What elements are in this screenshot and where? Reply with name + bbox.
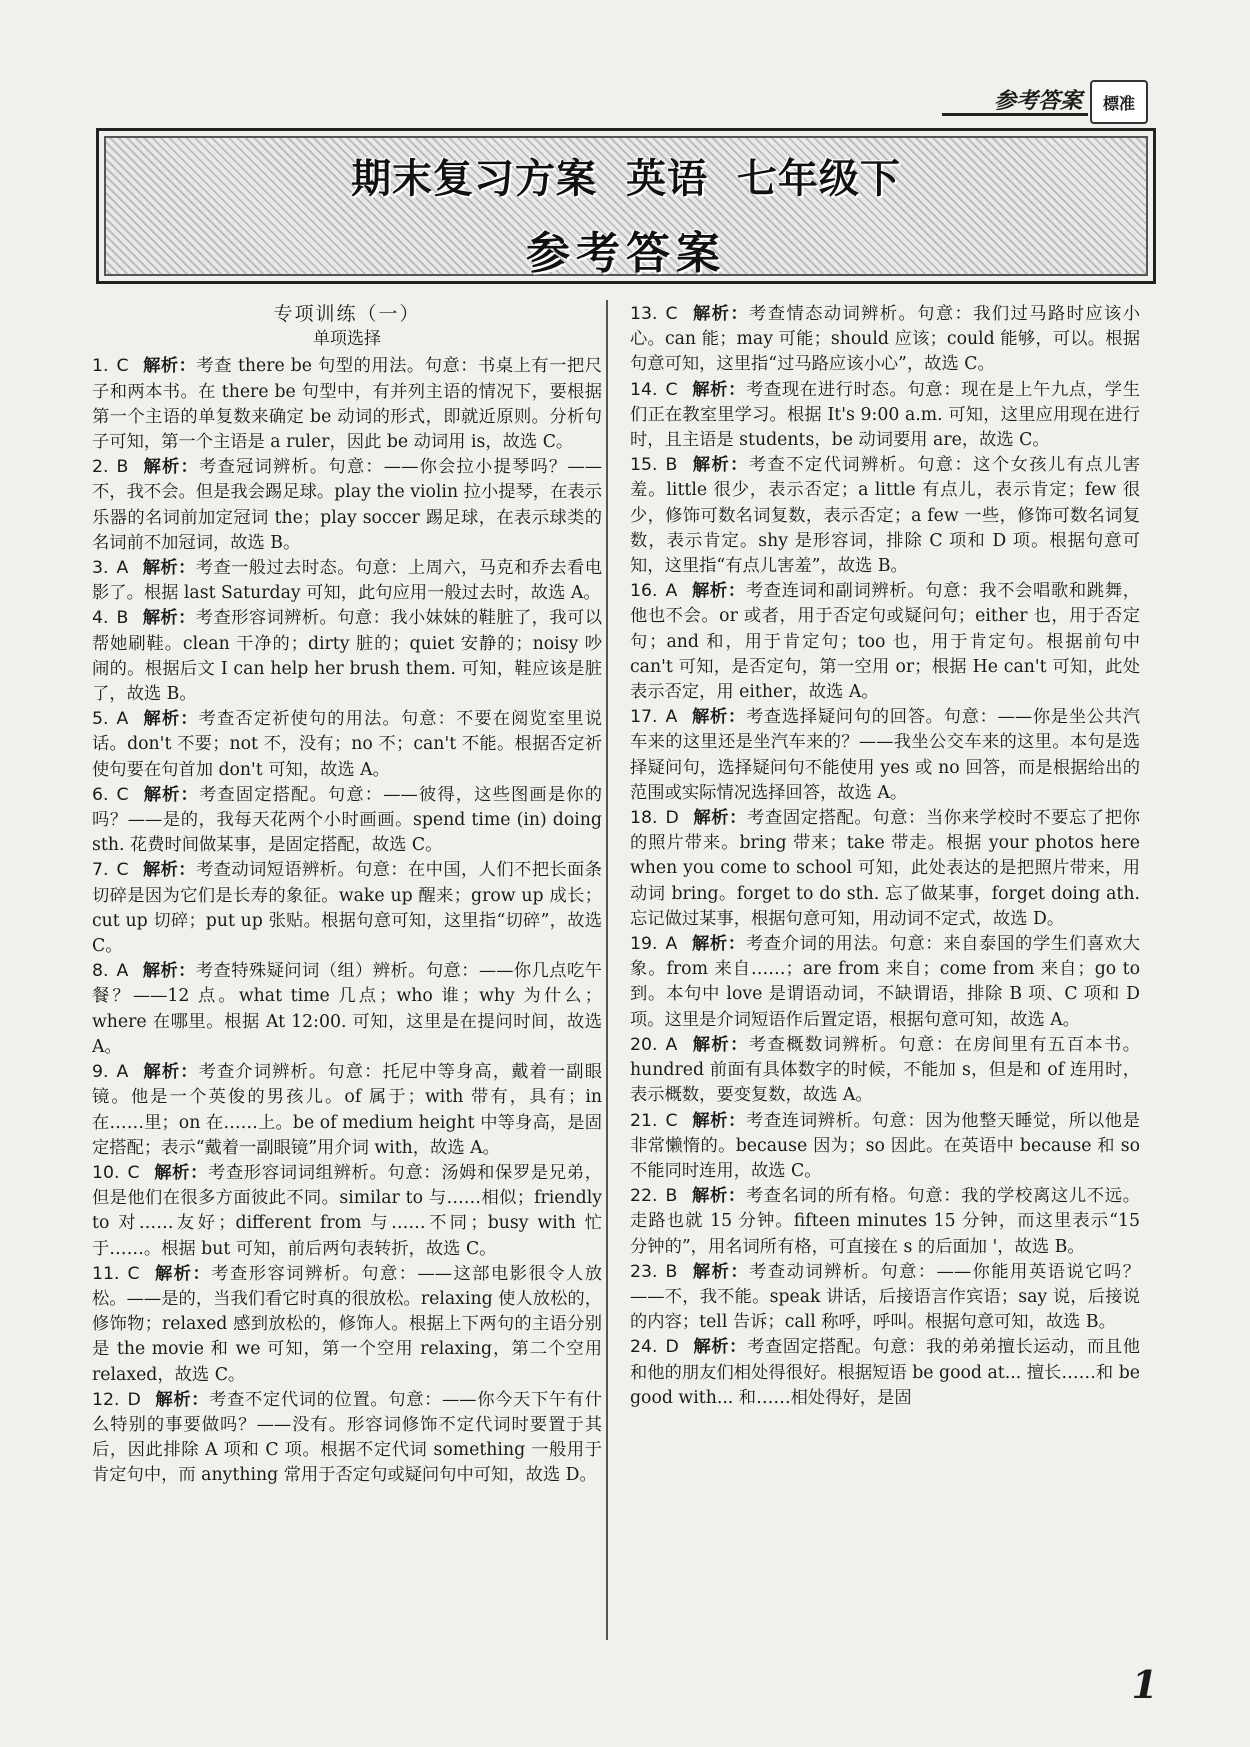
- left-column: [92, 302, 602, 1489]
- item-answer: A: [116, 709, 129, 730]
- item-text: 考查形容词辨析。句意：我小妹妹的鞋脏了，我可以帮她刷鞋。clean 干净的；dirty 脏的；quiet 安静的；noisy 吵闹的。根据后文 I can help her brush them. 可知，鞋应该是脏了，故选 B。: [92, 608, 602, 705]
- item-number: 13.: [630, 304, 658, 324]
- header-tag: [942, 84, 1148, 118]
- item-number: 18.: [630, 808, 658, 829]
- answer-item: [630, 378, 1140, 454]
- item-number: 3.: [92, 558, 109, 579]
- page-number: 1: [1131, 1662, 1158, 1707]
- jiexi-label: 解析：: [692, 808, 748, 829]
- answer-item: [92, 959, 602, 1060]
- item-answer: A: [665, 707, 678, 728]
- answer-item: [92, 783, 602, 859]
- answer-item: [92, 1161, 602, 1262]
- right-answer-list: [630, 302, 1140, 1411]
- item-text: 考查概数词辨析。句意：在房间里有五百本书。hundred 前面有具体数字的时候，不能加 s，但是和 of 连用时，表示概数，要变复数，故选 A。: [630, 1034, 1140, 1106]
- item-text: 考查选择疑问句的回答。句意：——你是坐公共汽车来的这里还是坐汽车来的？——我坐公交车来的这里。本句是选择疑问句，选择疑问句不能使用 yes 或 no 回答，而是根据给出的范围或实际情况选择回答，故选 A。: [630, 707, 1140, 803]
- item-answer: B: [116, 457, 129, 478]
- item-text: 考查介词的用法。句意：来自泰国的学生们喜欢大象。from 来自……；are from 来自；come from 来自；go to 到。本句中 love 是谓语动词，不缺谓语，排除 B 项、C 项和 D 项。这里是介词短语作后置定语，根据句意可知，故选 A。: [630, 934, 1140, 1030]
- answer-item: [92, 455, 602, 556]
- answer-item: [630, 806, 1140, 932]
- publisher-logo-icon: [1090, 80, 1148, 124]
- answer-item: [92, 1388, 602, 1489]
- item-answer: C: [665, 304, 678, 324]
- item-number: 4.: [92, 608, 109, 629]
- item-answer: A: [116, 558, 129, 579]
- item-answer: D: [665, 1337, 679, 1358]
- item-text: 考查形容词辨析。句意：——这部电影很令人放松。——是的，当我们看它时真的很放松。relaxing 使人放松的，修饰物；relaxed 感到放松的，修饰人。根据上下两句的主语分别是 the movie 和 we 可知，第一个空用 relaxing，第二个空用 relaxed，故选 C。: [92, 1263, 602, 1385]
- jiexi-label: 解析：: [142, 961, 196, 982]
- jiexi-label: 解析：: [142, 1062, 199, 1083]
- item-number: 12.: [92, 1389, 120, 1410]
- item-text: 考查否定祈使句的用法。句意：不要在阅览室里说话。don't 不要；not 不，没有；no 不；can't 不能。根据否定祈使句要在句首加 don't 可知，故选 A。: [92, 709, 602, 780]
- item-answer: C: [127, 1162, 140, 1183]
- jiexi-label: 解析：: [153, 1162, 209, 1183]
- item-number: 24.: [630, 1337, 658, 1358]
- jiexi-label: 解析：: [142, 356, 197, 377]
- answer-item: [630, 705, 1140, 806]
- page-title: 期末复习方案 英语 七年级下: [351, 156, 901, 202]
- item-answer: C: [127, 1263, 140, 1284]
- item-number: 23.: [630, 1261, 658, 1282]
- jiexi-label: 解析：: [691, 934, 746, 955]
- item-text: 考查形容词词组辨析。句意：汤姆和保罗是兄弟，但是他们在很多方面彼此不同。similar to 与……相似；friendly to 对……友好；different from 与……不同；busy with 忙于……。根据 but 可知，前后两句表转折，故选 C。: [92, 1162, 602, 1259]
- item-number: 8.: [92, 961, 109, 982]
- title-banner: [96, 128, 1156, 284]
- item-text: 考查特殊疑问词（组）辨析。句意：——你几点吃午餐？——12 点。what time 几点；who 谁；why 为什么；where 在哪里。根据 At 12:00. 可知，这里是在提问时间，故选 A。: [92, 961, 602, 1057]
- item-answer: A: [116, 961, 129, 982]
- jiexi-label: 解析：: [691, 304, 750, 324]
- item-text: 考查 there be 句型的用法。句意：书桌上有一把尺子和两本书。在 there be 句型中，有并列主语的情况下，要根据第一个主语的单复数来确定 be 动词的形式，即就近原则。分析句子可知，第一个主语是 a ruler，因此 be 动词用 is，故选 C。: [92, 356, 602, 453]
- item-number: 14.: [630, 379, 658, 400]
- item-number: 2.: [92, 457, 109, 478]
- item-text: 考查名词的所有格。句意：我的学校离这儿不远。走路也就 15 分钟。fifteen minutes 15 分钟，而这里表示“15 分钟的”，用名词所有格，可直接在 s 的后面加 '，故选 B。: [630, 1186, 1140, 1257]
- item-number: 1.: [92, 356, 109, 377]
- item-text: 考查不定代词辨析。句意：这个女孩儿有点儿害羞。little 很少，表示否定；a little 有点儿，表示肯定；few 很少，修饰可数名词复数，表示否定；a few 一些，修饰可数名词复数，表示肯定。shy 是形容词，排除 C 项和 D 项。根据句意可知，这里指“有点儿害羞”，故选 B。: [630, 455, 1140, 577]
- jiexi-label: 解析：: [142, 860, 196, 881]
- answer-item: [630, 1184, 1140, 1260]
- item-text: 考查一般过去时态。句意：上周六，马克和乔去看电影了。根据 last Saturday 可知，此句应用一般过去时，故选 A。: [92, 558, 602, 604]
- item-number: 21.: [630, 1110, 658, 1131]
- jiexi-label: 解析：: [691, 379, 747, 400]
- answer-item: [630, 1109, 1140, 1185]
- item-number: 15.: [630, 455, 658, 476]
- item-text: 考查情态动词辨析。句意：我们过马路时应该小心。can 能；may 可能；should 应该；could 能够，可以。根据句意可知，这里指“过马路应该小心”，故选 C。: [630, 304, 1140, 375]
- page-subtitle: 参考答案: [526, 228, 726, 279]
- jiexi-label: 解析：: [692, 1337, 748, 1358]
- answer-item: [92, 707, 602, 783]
- jiexi-label: 解析：: [691, 1034, 749, 1055]
- item-answer: D: [665, 808, 679, 829]
- jiexi-label: 解析：: [691, 1186, 746, 1207]
- item-number: 17.: [630, 707, 658, 728]
- answer-item: [92, 858, 602, 959]
- item-text: 考查现在进行时态。句意：现在是上午九点，学生们正在教室里学习。根据 It's 9:00 a.m. 可知，这里应用现在进行时，且主语是 students，be 动词要用 are，故选 C。: [630, 379, 1140, 451]
- item-answer: A: [116, 1062, 129, 1083]
- jiexi-label: 解析：: [153, 1263, 212, 1284]
- answer-item: [92, 1262, 602, 1388]
- item-answer: A: [665, 581, 678, 602]
- jiexi-label: 解析：: [691, 1261, 750, 1282]
- answer-item: [630, 579, 1140, 705]
- item-text: 考查动词辨析。句意：——你能用英语说它吗？——不，我不能。speak 讲话，后接语言作宾语；say 说，后接说的内容；tell 告诉；call 称呼，呼叫。根据句意可知，故选 B。: [630, 1261, 1140, 1333]
- item-number: 5.: [92, 709, 109, 730]
- jiexi-label: 解析：: [691, 455, 749, 476]
- item-text: 考查介词辨析。句意：托尼中等身高，戴着一副眼镜。他是一个英俊的男孩儿。of 属于；with 带有，具有；in 在……里；on 在……上。be of medium height 中等身高，是固定搭配；表示“戴着一副眼镜”用介词 with，故选 A。: [92, 1062, 602, 1158]
- item-number: 10.: [92, 1162, 120, 1183]
- item-text: 考查连词和副词辨析。句意：我不会唱歌和跳舞，他也不会。or 或者，用于否定句或疑问句；either 也，用于否定句；and 和，用于肯定句；too 也，用于肯定句。根据前句中 can't 可知，是否定句，第一空用 or；根据 He can't 可知，此处表示否定，用 either，故选 A。: [630, 581, 1140, 703]
- answer-item: [92, 1060, 602, 1161]
- jiexi-label: 解析：: [691, 581, 746, 602]
- item-number: 19.: [630, 934, 658, 955]
- item-answer: B: [665, 1186, 678, 1207]
- answer-item: [630, 1260, 1140, 1336]
- item-answer: C: [116, 356, 129, 377]
- header-label: 参考答案: [993, 88, 1082, 114]
- item-text: 考查固定搭配。句意：——彼得，这些图画是你的吗？——是的，我每天花两个小时画画。spend time (in) doing sth. 花费时间做某事，是固定搭配，故选 C。: [92, 784, 602, 856]
- item-number: 11.: [92, 1263, 120, 1284]
- item-number: 9.: [92, 1062, 109, 1083]
- item-text: 考查动词短语辨析。句意：在中国，人们不把长面条切碎是因为它们是长寿的象征。wake up 醒来；grow up 成长；cut up 切碎；put up 张贴。根据句意可知，这里指“切碎”，故选 C。: [92, 860, 602, 957]
- item-number: 22.: [630, 1186, 658, 1207]
- item-text: 考查连词辨析。句意：因为他整天睡觉，所以他是非常懒惰的。because 因为；so 因此。在英语中 because 和 so 不能同时连用，故选 C。: [630, 1110, 1140, 1181]
- section-title: 专项训练（一）: [273, 303, 421, 325]
- jiexi-label: 解析：: [142, 558, 196, 579]
- left-answer-list: [92, 354, 602, 1488]
- right-column: [630, 302, 1140, 1411]
- item-answer: B: [665, 455, 678, 476]
- item-number: 20.: [630, 1034, 658, 1055]
- jiexi-label: 解析：: [142, 709, 199, 730]
- item-text: 考查冠词辨析。句意：——你会拉小提琴吗？——不，我不会。但是我会踢足球。play the violin 拉小提琴，在表示乐器的名词前加定冠词 the；play soccer 踢足球，在表示球类的名词前不加冠词，故选 B。: [92, 457, 602, 553]
- answer-item: [630, 1033, 1140, 1109]
- jiexi-label: 解析：: [691, 707, 746, 728]
- answer-item: [630, 453, 1140, 579]
- answer-item: [630, 302, 1140, 378]
- item-answer: D: [127, 1389, 141, 1410]
- item-text: 考查固定搭配。句意：我的弟弟擅长运动，而且他和他的朋友们相处得很好。根据短语 be good at... 擅长……和 be good with... 和……相处得好，是固: [630, 1337, 1140, 1408]
- column-divider: [606, 300, 608, 1640]
- item-answer: A: [665, 934, 678, 955]
- jiexi-label: 解析：: [154, 1389, 210, 1410]
- item-answer: C: [665, 1110, 678, 1131]
- item-answer: B: [116, 608, 129, 629]
- answer-item: [92, 354, 602, 455]
- item-number: 6.: [92, 784, 109, 805]
- jiexi-label: 解析：: [691, 1110, 747, 1131]
- item-answer: C: [116, 860, 129, 881]
- item-number: 16.: [630, 581, 658, 602]
- jiexi-label: 解析：: [142, 608, 196, 629]
- jiexi-label: 解析：: [142, 457, 199, 478]
- section-subtitle: 单项选择: [313, 329, 381, 350]
- item-answer: C: [116, 784, 129, 805]
- item-number: 7.: [92, 860, 109, 881]
- answer-item: [92, 556, 602, 606]
- logo-text: 標准: [1102, 93, 1135, 113]
- item-text: 考查不定代词的位置。句意：——你今天下午有什么特别的事要做吗？——没有。形容词修饰不定代词时要置于其后，因此排除 A 项和 C 项。根据不定代词 something 一般用于肯定句中，而 anything 常用于否定句或疑问句中可知，故选 D。: [92, 1389, 602, 1486]
- jiexi-label: 解析：: [142, 784, 199, 805]
- answer-item: [630, 1335, 1140, 1411]
- item-answer: C: [665, 379, 678, 400]
- item-answer: B: [665, 1261, 678, 1282]
- item-text: 考查固定搭配。句意：当你来学校时不要忘了把你的照片带来。bring 带来；take 带走。根据 your photos here when you come to school 可知，此处表达的是把照片带来，用动词 bring。forget to do sth. 忘了做某事，forget doing ath. 忘记做过某事，根据句意可知，用动词不定式，故选 D。: [630, 808, 1140, 929]
- answer-item: [92, 606, 602, 707]
- answer-item: [630, 932, 1140, 1033]
- item-answer: A: [665, 1034, 678, 1055]
